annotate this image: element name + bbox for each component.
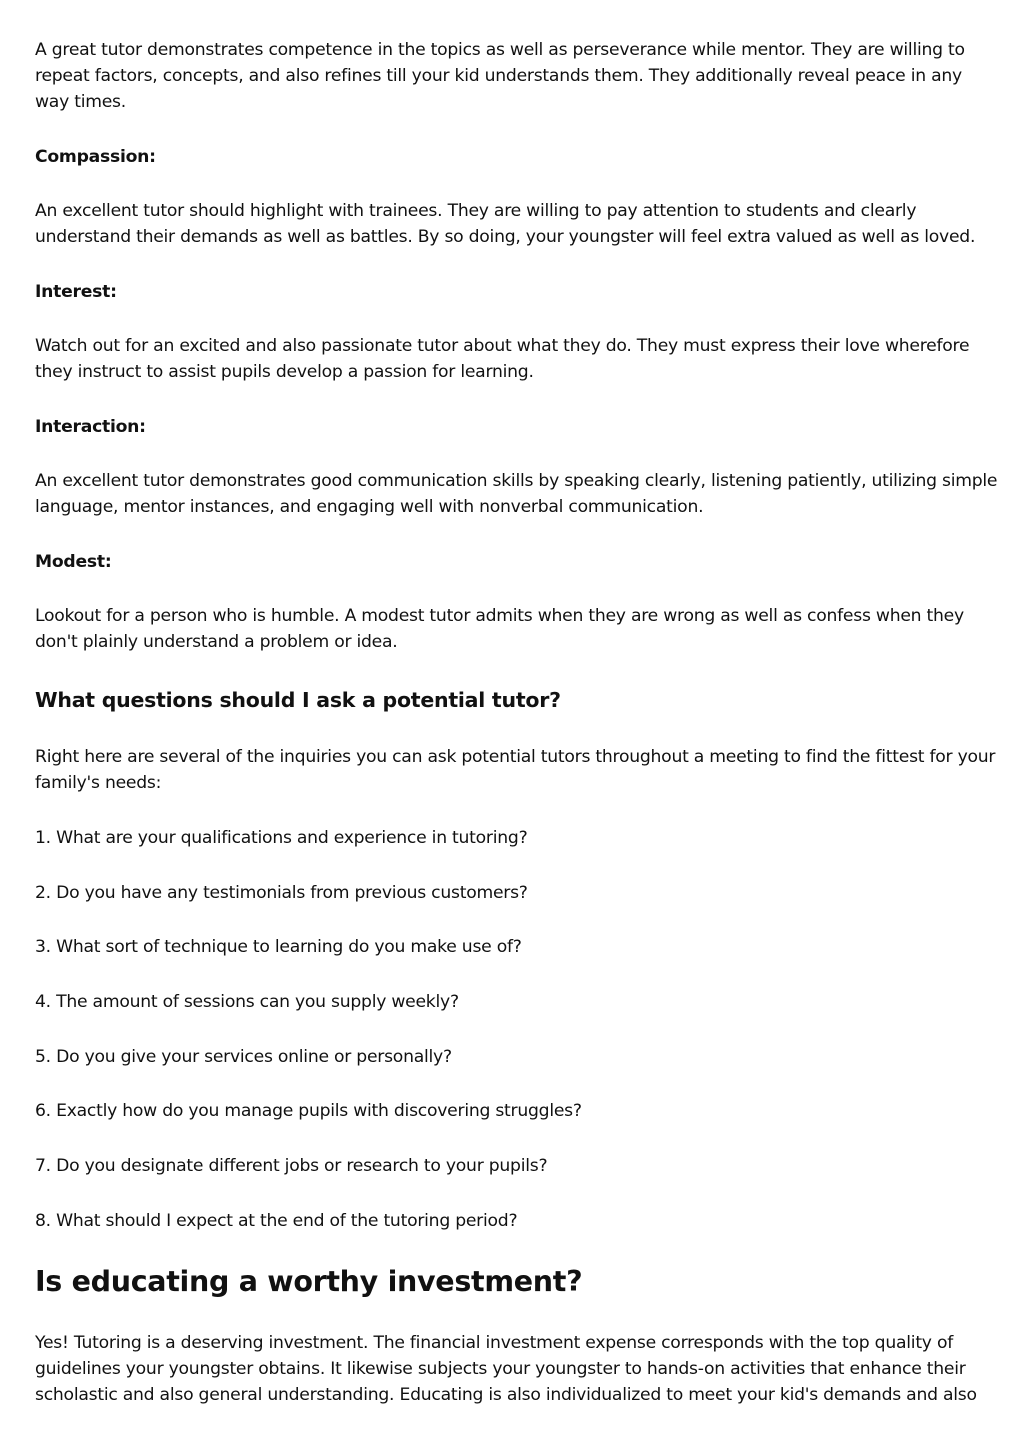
quality-text-interaction: An excellent tutor demonstrates good communication skills by speaking clearly, listening patiently, utilizing simple language, mentor instances, and engaging well with nonverbal communication. — [35, 471, 998, 517]
investment-paragraph: Yes! Tutoring is a deserving investment. The financial investment expense corresponds with the top quality of guidelines your youngster obtains. It likewise subjects your youngster to hands-on activities that enhance their scholastic and also general understanding. Educating is also individualized to meet your kid's demands and also — [35, 1333, 977, 1405]
quality-text-modest: Lookout for a person who is humble. A modest tutor admits when they are wrong as well as confess when they don't plainly understand a problem or idea. — [35, 606, 964, 652]
question-item: 1. What are your qualifications and experience in tutoring? — [35, 828, 528, 848]
quality-text-compassion: An excellent tutor should highlight with trainees. They are willing to pay attention to students and clearly understand their demands as well as battles. By so doing, your youngster will feel extra valued as well as loved. — [35, 201, 976, 247]
question-item: 8. What should I expect at the end of the tutoring period? — [35, 1211, 518, 1231]
quality-text-interest: Watch out for an excited and also passionate tutor about what they do. They must express their love wherefore they instruct to assist pupils develop a passion for learning. — [35, 336, 970, 382]
investment-heading: Is educating a worthy investment? — [35, 1265, 583, 1298]
question-item: 4. The amount of sessions can you supply weekly? — [35, 992, 459, 1012]
quality-label-interest: Interest: — [35, 282, 117, 302]
question-item: 6. Exactly how do you manage pupils with discovering struggles? — [35, 1101, 582, 1121]
question-item: 7. Do you designate different jobs or research to your pupils? — [35, 1156, 548, 1176]
questions-intro: Right here are several of the inquiries you can ask potential tutors throughout a meeting to find the fittest for your family's needs: — [35, 747, 996, 793]
quality-label-compassion: Compassion: — [35, 147, 156, 167]
question-item: 5. Do you give your services online or personally? — [35, 1047, 452, 1067]
question-item: 3. What sort of technique to learning do you make use of? — [35, 937, 522, 957]
intro-paragraph: A great tutor demonstrates competence in the topics as well as perseverance while mentor. They are willing to repeat factors, concepts, and also refines till your kid understands them. They additionally reveal peace in any way times. — [35, 40, 965, 112]
quality-label-interaction: Interaction: — [35, 417, 146, 437]
questions-heading: What questions should I ask a potential tutor? — [35, 688, 561, 712]
quality-label-modest: Modest: — [35, 552, 112, 572]
question-item: 2. Do you have any testimonials from previous customers? — [35, 883, 528, 903]
